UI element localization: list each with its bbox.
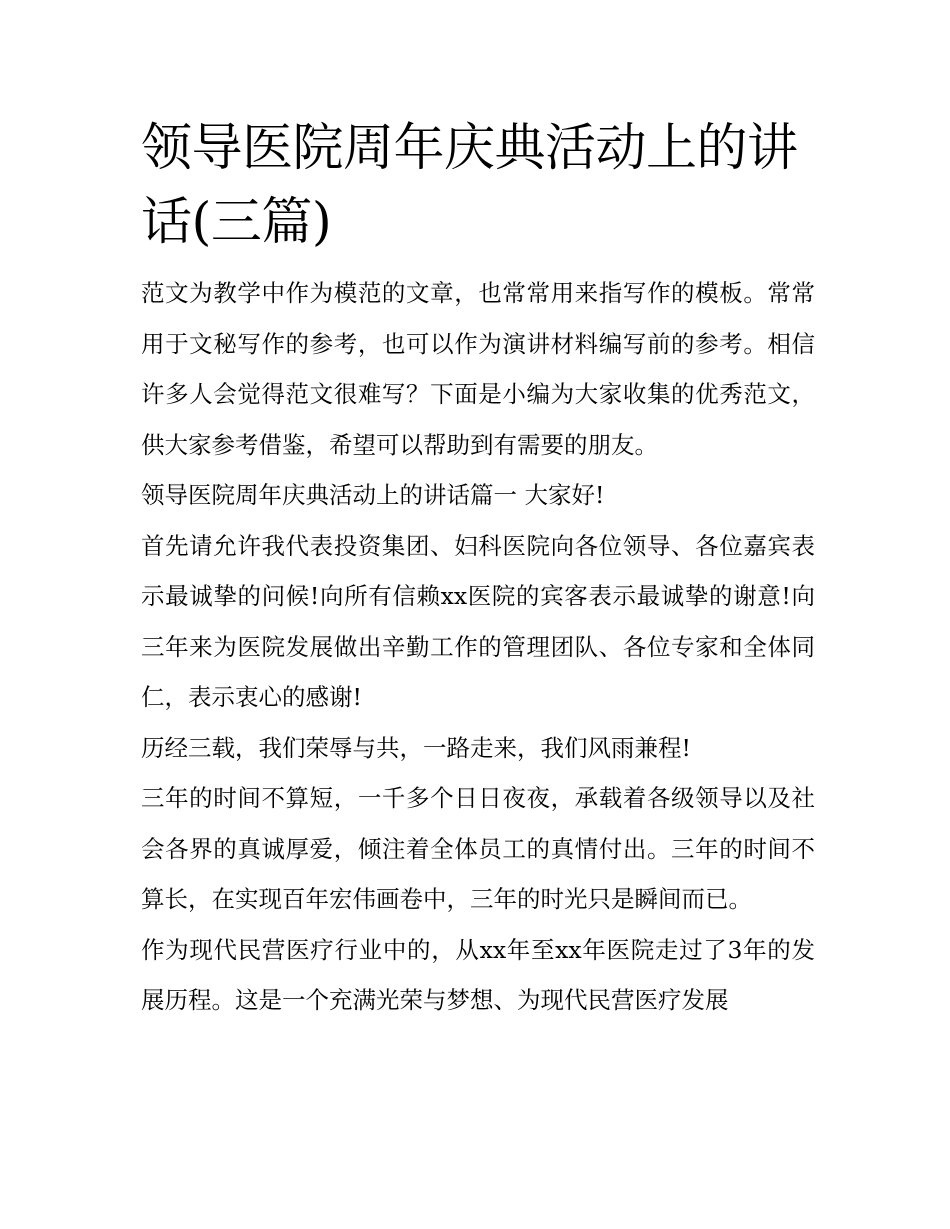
paragraph-time: 三年的时间不算短，一千多个日日夜夜，承载着各级领导以及社会各界的真诚厚爱，倾注着全体员工的真情付出。三年的时间不算长，在实现百年宏伟画卷中，三年的时光只是瞬间而已。 bbox=[141, 784, 815, 913]
paragraph-history: 作为现代民营医疗行业中的，从xx年至xx年医院走过了3年的发展历程。这是一个充满光荣与梦想、为现代民营医疗发展 bbox=[141, 935, 815, 1014]
paragraph-greeting: 首先请允许我代表投资集团、妇科医院向各位领导、各位嘉宾表示最诚挚的问候!向所有信赖xx医院的宾客表示最诚挚的谢意!向三年来为医院发展做出辛勤工作的管理团队、各位专家和全体同仁，表示衷心的感谢! bbox=[141, 531, 815, 711]
paragraph-speech-heading: 领导医院周年庆典活动上的讲话篇一 大家好! bbox=[141, 481, 605, 509]
paragraph-three-years: 历经三载，我们荣辱与共，一路走来，我们风雨兼程! bbox=[141, 733, 691, 762]
document-title: 领导医院周年庆典活动上的讲话(三篇) bbox=[141, 119, 798, 252]
document-page bbox=[141, 112, 815, 1026]
paragraph-intro: 范文为教学中作为模范的文章，也常常用来指写作的模板。常常用于文秘写作的参考，也可以作为演讲材料编写前的参考。相信许多人会觉得范文很难写？下面是小编为大家收集的优秀范文，供大家参考借鉴，希望可以帮助到有需要的朋友。 bbox=[141, 279, 815, 459]
